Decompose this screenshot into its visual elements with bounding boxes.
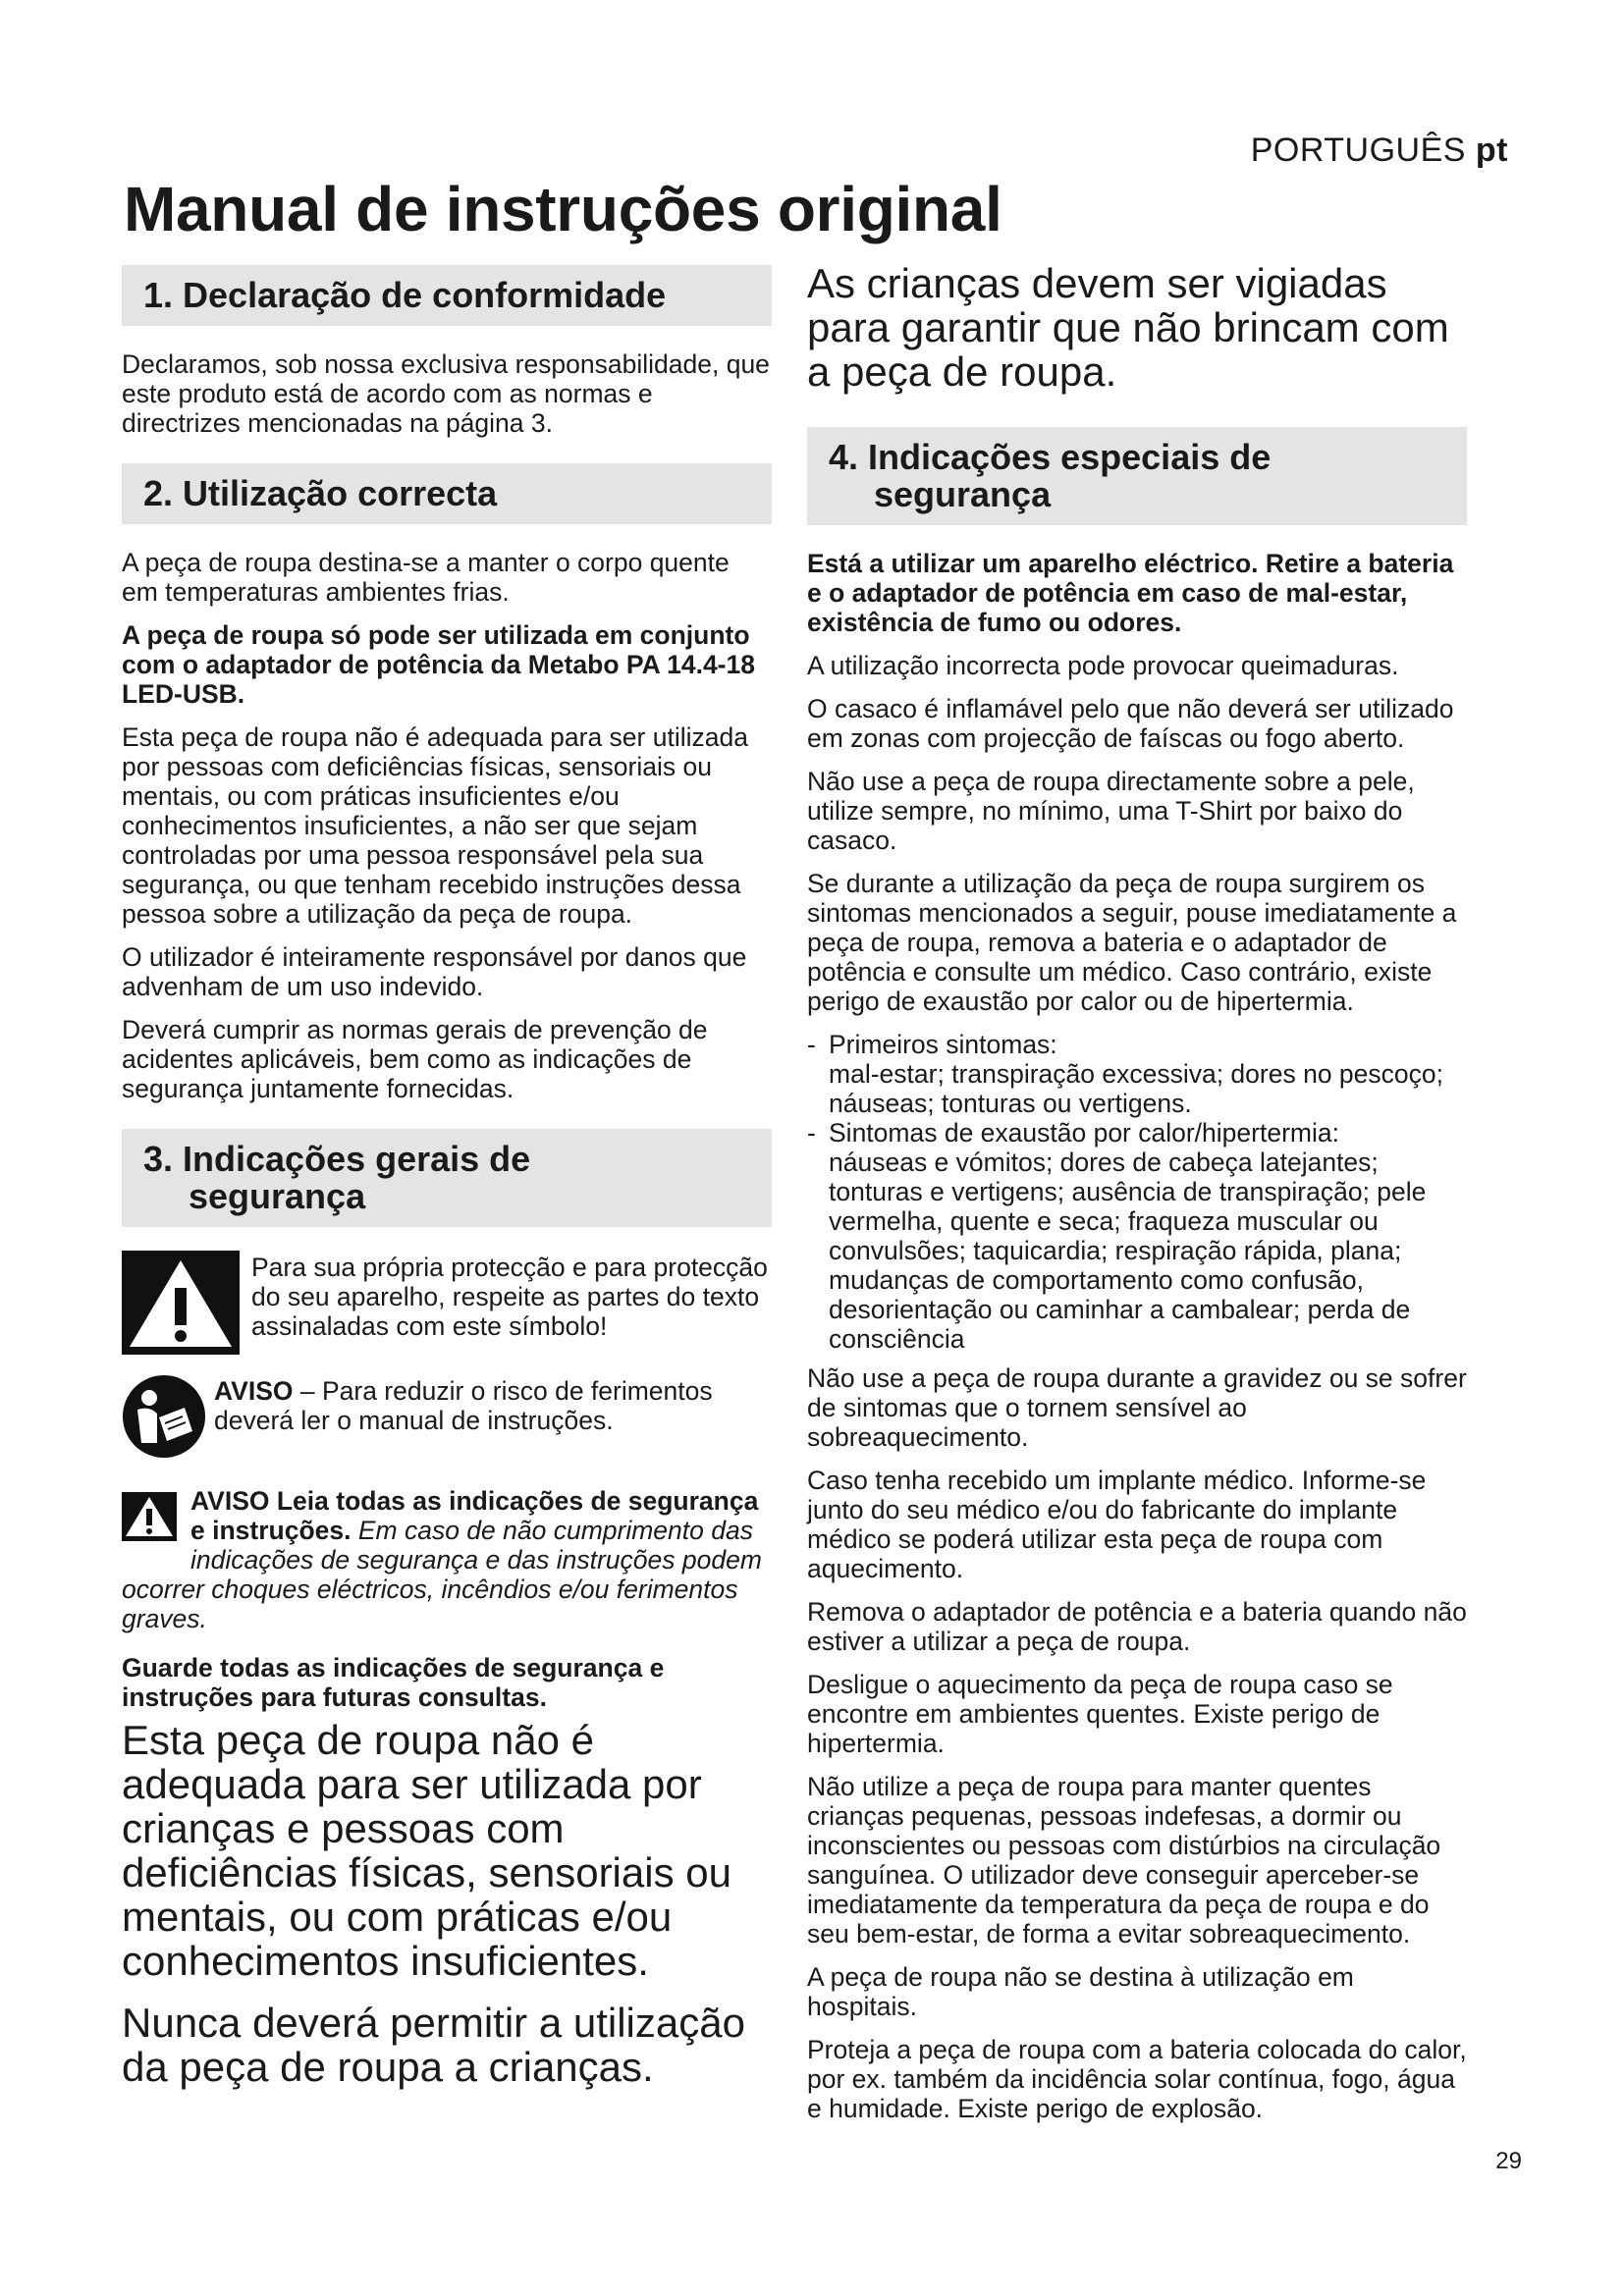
section-1-paragraph: Declaramos, sob nossa exclusiva responsabilidade, que este produto está de acordo com as normas e directrizes mencionadas na página 3. bbox=[122, 349, 770, 438]
aviso-text: – Para reduzir o risco de ferimentos deverá ler o manual de instruções. bbox=[214, 1376, 713, 1435]
section-4-paragraph-2: A utilização incorrecta pode provocar queimaduras. bbox=[807, 651, 1399, 680]
section-3-heading-line-2: segurança bbox=[189, 1176, 366, 1216]
children-warning-2: Nunca deverá permitir a utilização da peça de roupa a crianças. bbox=[122, 2000, 745, 2090]
section-4-paragraph-4: Não use a peça de roupa directamente sobre a pele, utilize sempre, no mínimo, uma T-Shirt por baixo do casaco. bbox=[807, 767, 1415, 855]
language-code: pt bbox=[1475, 132, 1508, 169]
section-4-paragraph-10: Não utilize a peça de roupa para manter quentes crianças pequenas, pessoas indefesas, a dormir ou inconscientes ou pessoas com distúrbios na circulação sanguínea. O utilizador deve conseguir aperceber-se imediatamente da temperatura da peça de roupa e do seu bem-estar, de forma a evitar sobreaquecimento. bbox=[807, 1772, 1441, 1949]
symptom-detail: náuseas e vómitos; dores de cabeça latejantes; tonturas e vertigens; ausência de transpiração; pele vermelha, quente e seca; fraqueza muscular ou convulsões; taquicardia; respiração rápida, plana; mudanças de comportamento como confusão, desorientação ou caminhar a cambalear; perda de consciência bbox=[829, 1148, 1427, 1354]
warning-symbol-text: Para sua própria protecção e para protecção do seu aparelho, respeite as partes do texto assinaladas com este símbolo! bbox=[251, 1253, 768, 1341]
children-warning-1: Esta peça de roupa não é adequada para ser utilizada por crianças e pessoas com deficiências físicas, sensoriais ou mentais, ou com práticas e/ou conhecimentos insuficientes. bbox=[122, 1717, 731, 1984]
symptom-detail: mal-estar; transpiração excessiva; dores no pescoço; náuseas; tonturas ou vertigens. bbox=[829, 1059, 1443, 1118]
section-4-paragraph-9: Desligue o aquecimento da peça de roupa caso se encontre em ambientes quentes. Existe perigo de hipertermia. bbox=[807, 1670, 1393, 1758]
section-2-paragraph-1: A peça de roupa destina-se a manter o corpo quente em temperaturas ambientes frias. bbox=[122, 548, 730, 607]
warning-triangle-small-icon bbox=[122, 1492, 177, 1547]
section-2-heading: 2. Utilização correcta bbox=[122, 463, 772, 524]
left-column bbox=[122, 265, 772, 2107]
section-2-paragraph-3: Esta peça de roupa não é adequada para ser utilizada por pessoas com deficiências físicas, sensoriais ou mentais, ou com práticas insuficientes e/ou conhecimentos insuficientes, a não ser que sejam controladas por uma pessoa responsável pela sua segurança, ou que tenham recebido instruções dessa pessoa sobre a utilização da peça de roupa. bbox=[122, 722, 748, 929]
list-item bbox=[807, 1118, 1467, 1354]
symptom-list bbox=[807, 1030, 1467, 1354]
aviso-label: AVISO bbox=[214, 1376, 294, 1406]
section-2-paragraph-5: Deverá cumprir as normas gerais de prevenção de acidentes aplicáveis, bem como as indicações de segurança juntamente fornecidas. bbox=[122, 1015, 708, 1103]
section-4-heading bbox=[807, 427, 1467, 525]
section-4-paragraph-8: Remova o adaptador de potência e a bateria quando não estiver a utilizar a peça de roupa. bbox=[807, 1597, 1467, 1656]
aviso-italic-text: Em caso de não cumprimento das indicações de segurança e das instruções podem ocorrer choques eléctricos, incêndios e/ou ferimentos graves. bbox=[122, 1516, 762, 1633]
list-dash: - bbox=[807, 1030, 816, 1059]
language-label bbox=[1251, 132, 1508, 170]
section-4-paragraph-7: Caso tenha recebido um implante médico. Informe-se junto do seu médico e/ou do fabricante do implante médico se poderá utilizar esta peça de roupa com aquecimento. bbox=[807, 1466, 1427, 1583]
children-warning-3: As crianças devem ser vigiadas para garantir que não brincam com a peça de roupa. bbox=[807, 260, 1449, 395]
section-4-paragraph-12: Proteja a peça de roupa com a bateria colocada do calor, por ex. também da incidência solar contínua, fogo, água e humidade. Existe perigo de explosão. bbox=[807, 2035, 1467, 2123]
section-2-paragraph-4: O utilizador é inteiramente responsável por danos que advenham de um uso indevido. bbox=[122, 942, 747, 1001]
section-4-paragraph-11: A peça de roupa não se destina à utilização em hospitais. bbox=[807, 1962, 1354, 2021]
section-4-paragraph-5: Se durante a utilização da peça de roupa surgirem os sintomas mencionados a seguir, pouse imediatamente a peça de roupa, remova a bateria e o adaptador de potência e consulte um médico. Caso contrário, existe perigo de exaustão por calor ou de hipertermia. bbox=[807, 869, 1457, 1016]
list-dash: - bbox=[807, 1118, 816, 1148]
read-manual-text bbox=[214, 1374, 772, 1435]
keep-instructions-text: Guarde todas as indicações de segurança e instruções para futuras consultas. bbox=[122, 1653, 665, 1712]
document-title: Manual de instruções original bbox=[124, 174, 1002, 244]
page-number: 29 bbox=[1495, 2148, 1522, 2174]
warning-symbol-note bbox=[122, 1251, 772, 1361]
aviso-safety-note bbox=[122, 1486, 772, 1633]
symptom-title: Sintomas de exaustão por calor/hipertermia: bbox=[829, 1118, 1339, 1148]
warning-triangle-icon bbox=[122, 1251, 240, 1361]
section-4-heading-line-1: 4. Indicações especiais de bbox=[829, 437, 1272, 477]
section-1-heading: 1. Declaração de conformidade bbox=[122, 265, 772, 326]
right-column bbox=[807, 260, 1467, 2137]
section-4-heading-line-2: segurança bbox=[874, 474, 1052, 514]
symptom-title: Primeiros sintomas: bbox=[829, 1030, 1057, 1059]
language-word: PORTUGUÊS bbox=[1250, 132, 1466, 169]
read-manual-icon bbox=[122, 1374, 206, 1465]
aviso-bold-text: AVISO Leia todas as indicações de segurança e instruções. bbox=[190, 1486, 759, 1545]
section-3-heading bbox=[122, 1129, 772, 1227]
section-4-paragraph-3: O casaco é inflamável pelo que não deverá ser utilizado em zonas com projecção de faíscas ou fogo aberto. bbox=[807, 694, 1454, 753]
section-4-paragraph-1: Está a utilizar um aparelho eléctrico. Retire a bateria e o adaptador de potência em caso de mal-estar, existência de fumo ou odores. bbox=[807, 549, 1454, 637]
read-manual-note bbox=[122, 1374, 772, 1465]
list-item bbox=[807, 1030, 1467, 1118]
section-3-heading-line-1: 3. Indicações gerais de bbox=[143, 1139, 531, 1179]
section-2-paragraph-2: A peça de roupa só pode ser utilizada em conjunto com o adaptador de potência da Metabo PA 14.4-18 LED-USB. bbox=[122, 620, 755, 709]
section-4-paragraph-6: Não use a peça de roupa durante a gravidez ou se sofrer de sintomas que o tornem sensível ao sobreaquecimento. bbox=[807, 1363, 1467, 1452]
